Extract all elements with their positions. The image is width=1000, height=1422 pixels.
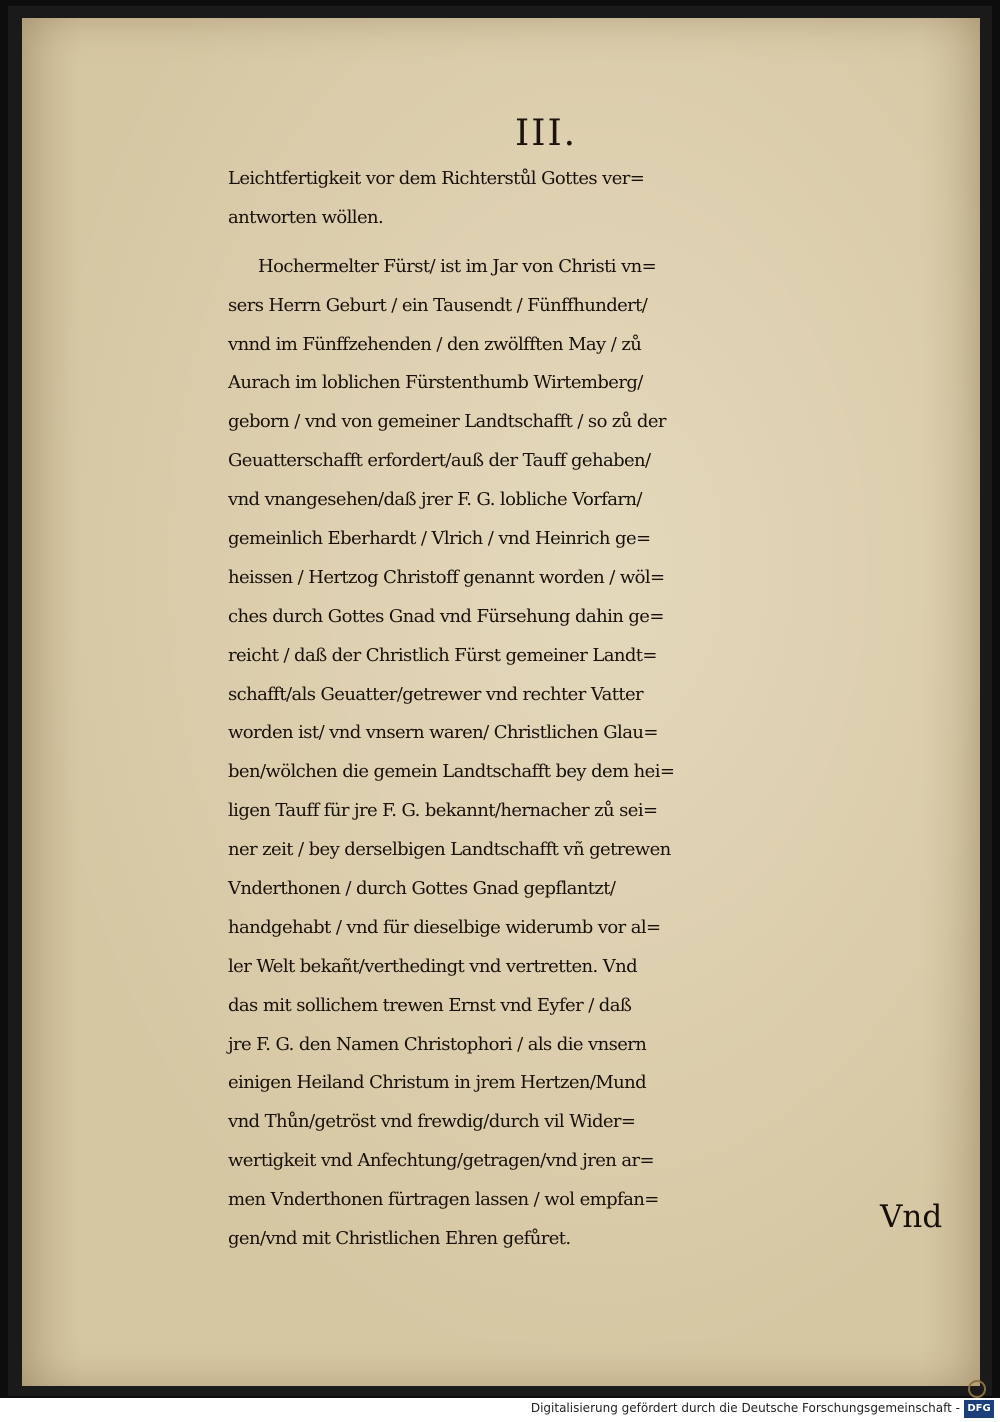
text-line: gemeinlich Eberhardt / Vlrich / vnd Heinrich ge= <box>228 528 651 550</box>
text-line: sers Herrn Geburt / ein Tausendt / Fünffhundert/ <box>228 294 648 316</box>
catchword: Vnd <box>880 1199 943 1235</box>
text-line: vnd Thůn/getröst vnd frewdig/durch vil Wider= <box>228 1111 636 1133</box>
text-line: handgehabt / vnd für dieselbige widerumb vor al= <box>228 916 661 938</box>
text-line: ben/wölchen die gemein Landtschafft bey dem hei= <box>228 761 675 783</box>
text-line: vnnd im Fünffzehenden / den zwölfften May / zů <box>228 333 642 355</box>
text-line: ligen Tauff für jre F. G. bekannt/hernacher zů sei= <box>228 800 658 822</box>
text-line: schafft/als Geuatter/getrewer vnd rechter Vatter <box>228 683 644 705</box>
text-line: jre F. G. den Namen Christophori / als die vnsern <box>228 1033 647 1055</box>
footer-bar <box>0 1398 1000 1422</box>
text-line: gen/vnd mit Christlichen Ehren gefůret. <box>228 1228 571 1250</box>
text-line: antworten wöllen. <box>228 206 384 228</box>
text-line: ler Welt bekañt/verthedingt vnd vertretten. Vnd <box>228 955 638 977</box>
binding-clip-mark <box>968 1380 986 1398</box>
text-line: Aurach im loblichen Fürstenthumb Wirtemberg/ <box>228 372 643 394</box>
text-line: ner zeit / bey derselbigen Landtschafft vñ getrewen <box>228 839 671 861</box>
funding-notice: Digitalisierung gefördert durch die Deutsche Forschungsgemeinschaft - <box>530 1401 960 1415</box>
text-line: reicht / daß der Christlich Fürst gemeiner Landt= <box>228 644 657 666</box>
text-line: Geuatterschafft erfordert/auß der Tauff gehaben/ <box>228 450 651 472</box>
text-line: ches durch Gottes Gnad vnd Fürsehung dahin ge= <box>228 605 664 627</box>
body-text <box>228 160 958 1259</box>
text-line: wertigkeit vnd Anfechtung/getragen/vnd jren ar= <box>228 1150 654 1172</box>
text-line: das mit sollichem trewen Ernst vnd Eyfer / daß <box>228 994 632 1016</box>
text-line: Leichtfertigkeit vor dem Richterstůl Gottes ver= <box>228 168 645 189</box>
text-line: vnd vnangesehen/daß jrer F. G. lobliche Vorfarn/ <box>228 489 642 511</box>
text-line: einigen Heiland Christum in jrem Hertzen/Mund <box>228 1072 647 1094</box>
text-line: men Vnderthonen fürtragen lassen / wol empfan= <box>228 1189 659 1211</box>
text-line: Vnderthonen / durch Gottes Gnad gepflantzt/ <box>228 878 616 900</box>
text-line: Hochermelter Fürst/ ist im Jar von Christi vn= <box>258 255 657 277</box>
text-line: geborn / vnd von gemeiner Landtschafft / so zů der <box>228 411 666 433</box>
text-line: heissen / Hertzog Christoff genannt worden / wöl= <box>228 566 665 588</box>
dfg-logo: DFG <box>964 1400 994 1418</box>
folio-number: III. <box>515 113 578 154</box>
text-line: worden ist/ vnd vnsern waren/ Christlichen Glau= <box>228 722 658 744</box>
